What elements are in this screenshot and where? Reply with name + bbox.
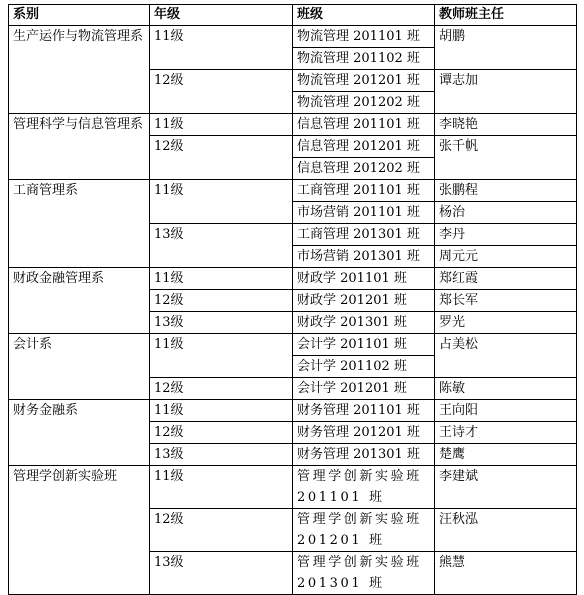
teacher-cell: 陈敏	[435, 378, 577, 400]
table-body	[9, 26, 577, 595]
table-row	[9, 466, 577, 509]
grade-cell: 13级	[150, 444, 293, 466]
teacher-cell: 楚鹰	[435, 444, 577, 466]
grade-cell: 12级	[150, 136, 293, 180]
header-department: 系别	[9, 5, 150, 26]
table-row	[9, 180, 577, 202]
teacher-cell: 杨治	[435, 202, 577, 224]
class-cell: 物流管理 201201 班	[293, 70, 435, 92]
grade-cell: 12级	[150, 509, 293, 552]
department-cell: 管理学创新实验班	[9, 466, 150, 595]
class-cell: 会计学 201201 班	[293, 378, 435, 400]
grade-cell: 12级	[150, 290, 293, 312]
class-cell: 财务管理 201301 班	[293, 444, 435, 466]
grade-cell: 11级	[150, 334, 293, 378]
grade-cell: 13级	[150, 312, 293, 334]
class-cell: 管理学创新实验班 201101 班	[293, 466, 435, 509]
teacher-cell: 罗光	[435, 312, 577, 334]
teacher-cell: 占美松	[435, 334, 577, 378]
grade-cell: 11级	[150, 268, 293, 290]
teacher-cell: 周元元	[435, 246, 577, 268]
teacher-cell: 熊慧	[435, 552, 577, 595]
teacher-cell: 李建斌	[435, 466, 577, 509]
class-cell: 管理学创新实验班 201301 班	[293, 552, 435, 595]
teacher-cell: 王诗才	[435, 422, 577, 444]
class-cell: 物流管理 201202 班	[293, 92, 435, 114]
class-cell: 市场营销 201301 班	[293, 246, 435, 268]
table-row	[9, 268, 577, 290]
class-cell: 管理学创新实验班 201201 班	[293, 509, 435, 552]
grade-cell: 11级	[150, 466, 293, 509]
grade-cell: 13级	[150, 552, 293, 595]
teacher-cell: 王向阳	[435, 400, 577, 422]
department-cell: 财务金融系	[9, 400, 150, 466]
department-cell: 生产运作与物流管理系	[9, 26, 150, 114]
teacher-cell: 张千帆	[435, 136, 577, 180]
class-cell: 工商管理 201101 班	[293, 180, 435, 202]
class-cell: 财政学 201201 班	[293, 290, 435, 312]
class-cell: 财政学 201101 班	[293, 268, 435, 290]
class-cell: 工商管理 201301 班	[293, 224, 435, 246]
teacher-cell: 张鹏程	[435, 180, 577, 202]
grade-cell: 12级	[150, 378, 293, 400]
header-row	[9, 5, 577, 26]
header-teacher: 教师班主任	[435, 5, 577, 26]
department-cell: 会计系	[9, 334, 150, 400]
class-cell: 信息管理 201202 班	[293, 158, 435, 180]
teacher-cell: 李丹	[435, 224, 577, 246]
table-row	[9, 400, 577, 422]
teacher-cell: 郑长军	[435, 290, 577, 312]
class-cell: 信息管理 201101 班	[293, 114, 435, 136]
table-row	[9, 334, 577, 356]
grade-cell: 12级	[150, 70, 293, 114]
table-row	[9, 26, 577, 48]
class-cell: 会计学 201102 班	[293, 356, 435, 378]
teacher-cell: 谭志加	[435, 70, 577, 114]
grade-cell: 12级	[150, 422, 293, 444]
header-class: 班级	[293, 5, 435, 26]
class-advisor-table	[8, 4, 577, 595]
grade-cell: 13级	[150, 224, 293, 268]
class-cell: 财务管理 201101 班	[293, 400, 435, 422]
class-cell: 物流管理 201101 班	[293, 26, 435, 48]
grade-cell: 11级	[150, 180, 293, 224]
grade-cell: 11级	[150, 26, 293, 70]
department-cell: 工商管理系	[9, 180, 150, 268]
grade-cell: 11级	[150, 114, 293, 136]
department-cell: 财政金融管理系	[9, 268, 150, 334]
teacher-cell: 李晓艳	[435, 114, 577, 136]
class-cell: 财务管理 201201 班	[293, 422, 435, 444]
department-cell: 管理科学与信息管理系	[9, 114, 150, 180]
grade-cell: 11级	[150, 400, 293, 422]
class-cell: 市场营销 201101 班	[293, 202, 435, 224]
class-cell: 信息管理 201201 班	[293, 136, 435, 158]
class-cell: 财政学 201301 班	[293, 312, 435, 334]
teacher-cell: 胡鹏	[435, 26, 577, 70]
class-cell: 物流管理 201102 班	[293, 48, 435, 70]
teacher-cell: 郑红霞	[435, 268, 577, 290]
teacher-cell: 汪秋泓	[435, 509, 577, 552]
class-cell: 会计学 201101 班	[293, 334, 435, 356]
table-row	[9, 114, 577, 136]
header-grade: 年级	[150, 5, 293, 26]
